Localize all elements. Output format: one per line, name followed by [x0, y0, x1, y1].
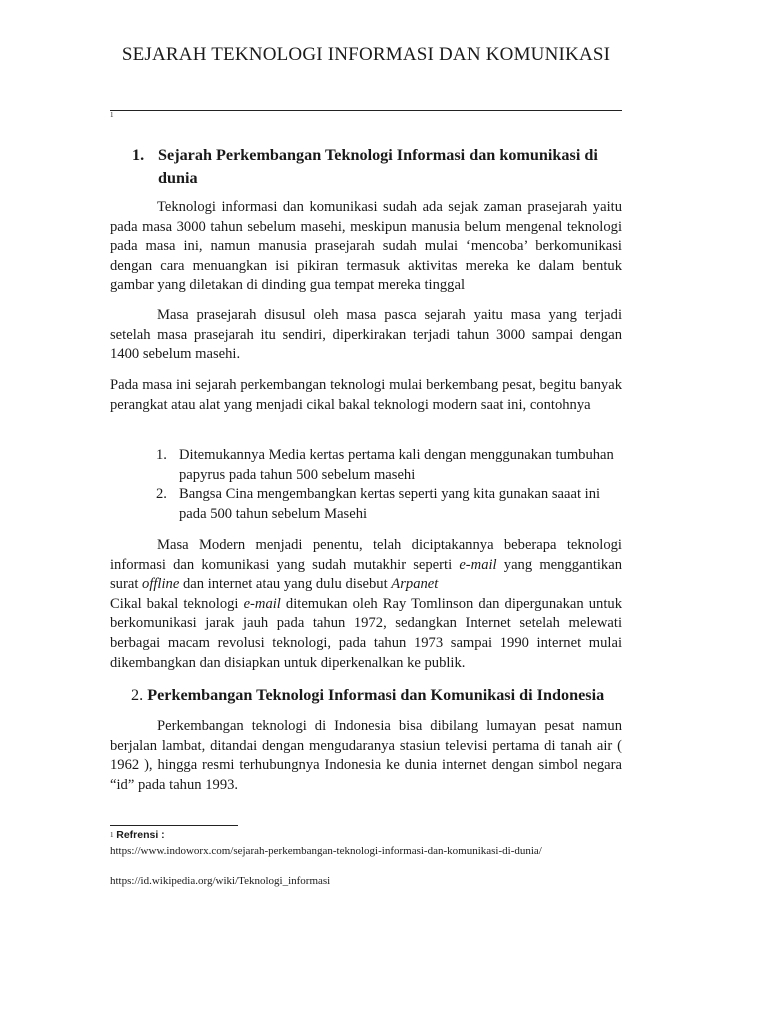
italic-term: offline [142, 576, 180, 593]
footnote-reference-mark: 1 [110, 111, 114, 119]
list-item-text: Bangsa Cina mengembangkan kertas seperti yang kita gunakan saaat ini pada 500 tahun sebelum Masehi [179, 486, 601, 522]
footnote-number: 1 [110, 831, 114, 839]
header-rule [110, 110, 622, 111]
italic-term: e-mail [459, 556, 497, 573]
section-1-title: Sejarah Perkembangan Teknologi Informasi dan komunikasi di dunia [158, 146, 598, 187]
list-item-number: 1. [156, 447, 167, 463]
footnote-link-2[interactable]: https://id.wikipedia.org/wiki/Teknologi_informasi [110, 875, 331, 887]
document-title: SEJARAH TEKNOLOGI INFORMASI DAN KOMUNIKASI [121, 44, 611, 65]
footnote-label-text: Refrensi : [116, 829, 165, 841]
section-1-paragraph-2: Masa prasejarah disusul oleh masa pasca sejarah yaitu masa yang terjadi setelah masa prasejarah itu sendiri, diperkirakan terjadi tahun 3000 sampai dengan 1400 sebelum masehi. [110, 307, 622, 363]
italic-term: Arpanet [391, 576, 439, 593]
section-1-number: 1. [132, 146, 145, 164]
section-1-paragraph-4 [110, 536, 622, 673]
section-1-heading [132, 144, 622, 190]
footnote-separator [110, 825, 238, 826]
list-item [156, 446, 622, 485]
list-item-text: Ditemukannya Media kertas pertama kali dengan menggunakan tumbuhan papyrus pada tahun 500 sebelum masehi [179, 447, 614, 483]
paragraph-text: ditemukan oleh Ray Tomlinson dan dipergunakan untuk berkomunikasi jarak jauh pada tahun 1972, sedangkan Internet setelah melewati berbagai macam revolusi teknologi, pada tahun 1973 sampai 1990 internet mulai dikembangkan dan disiapkan untuk diperkenalkan ke publik. [110, 595, 622, 671]
section-2-title: Perkembangan Teknologi Informasi dan Komunikasi di Indonesia [147, 686, 605, 704]
paragraph-text: Masa Modern menjadi penentu, telah diciptakannya beberapa teknologi informasi dan komunikasi yang sudah mutakhir seperti [110, 537, 622, 573]
list-item-number: 2. [156, 486, 167, 503]
footnote-link-1[interactable]: https://www.indoworx.com/sejarah-perkembangan-teknologi-informasi-dan-komunikasi-di-dunia/ [110, 845, 542, 857]
section-2-paragraph-1: Perkembangan teknologi di Indonesia bisa dibilang lumayan pesat namun berjalan lambat, ditandai dengan mengudaranya stasiun televisi pertama di tanah air ( 1962 ), hingga resmi terhubungnya Indonesia ke dunia internet dengan simbol negara “id” pada tahun 1993. [110, 718, 622, 793]
paragraph-text: Cikal bakal teknologi [110, 595, 244, 612]
section-1-paragraph-3: Pada masa ini sejarah perkembangan teknologi mulai berkembang pesat, begitu banyak perangkat atau alat yang menjadi cikal bakal teknologi modern saat ini, contohnya [110, 377, 622, 413]
paragraph-text: yang menggantikan surat [110, 556, 622, 593]
footnote-label [110, 828, 670, 842]
example-list [156, 446, 622, 524]
italic-term: e-mail [243, 595, 281, 612]
section-2-number: 2. [131, 686, 144, 704]
section-2-heading [131, 684, 622, 706]
section-1-paragraph-1: Teknologi informasi dan komunikasi sudah ada sejak zaman prasejarah yaitu pada masa 3000 tahun sebelum masehi, meskipun manusia belum mengenal teknologi pada masa ini, namun manusia prasejarah sudah mulai ‘mencoba’ berkomunikasi dengan cara menuangkan isi pikiran termasuk aktivitas mereka ke dalam bentuk gambar yang diletakan di dinding gua tempat mereka tinggal [110, 199, 622, 294]
list-item [156, 485, 622, 524]
paragraph-text: dan internet atau yang dulu disebut [179, 576, 392, 593]
